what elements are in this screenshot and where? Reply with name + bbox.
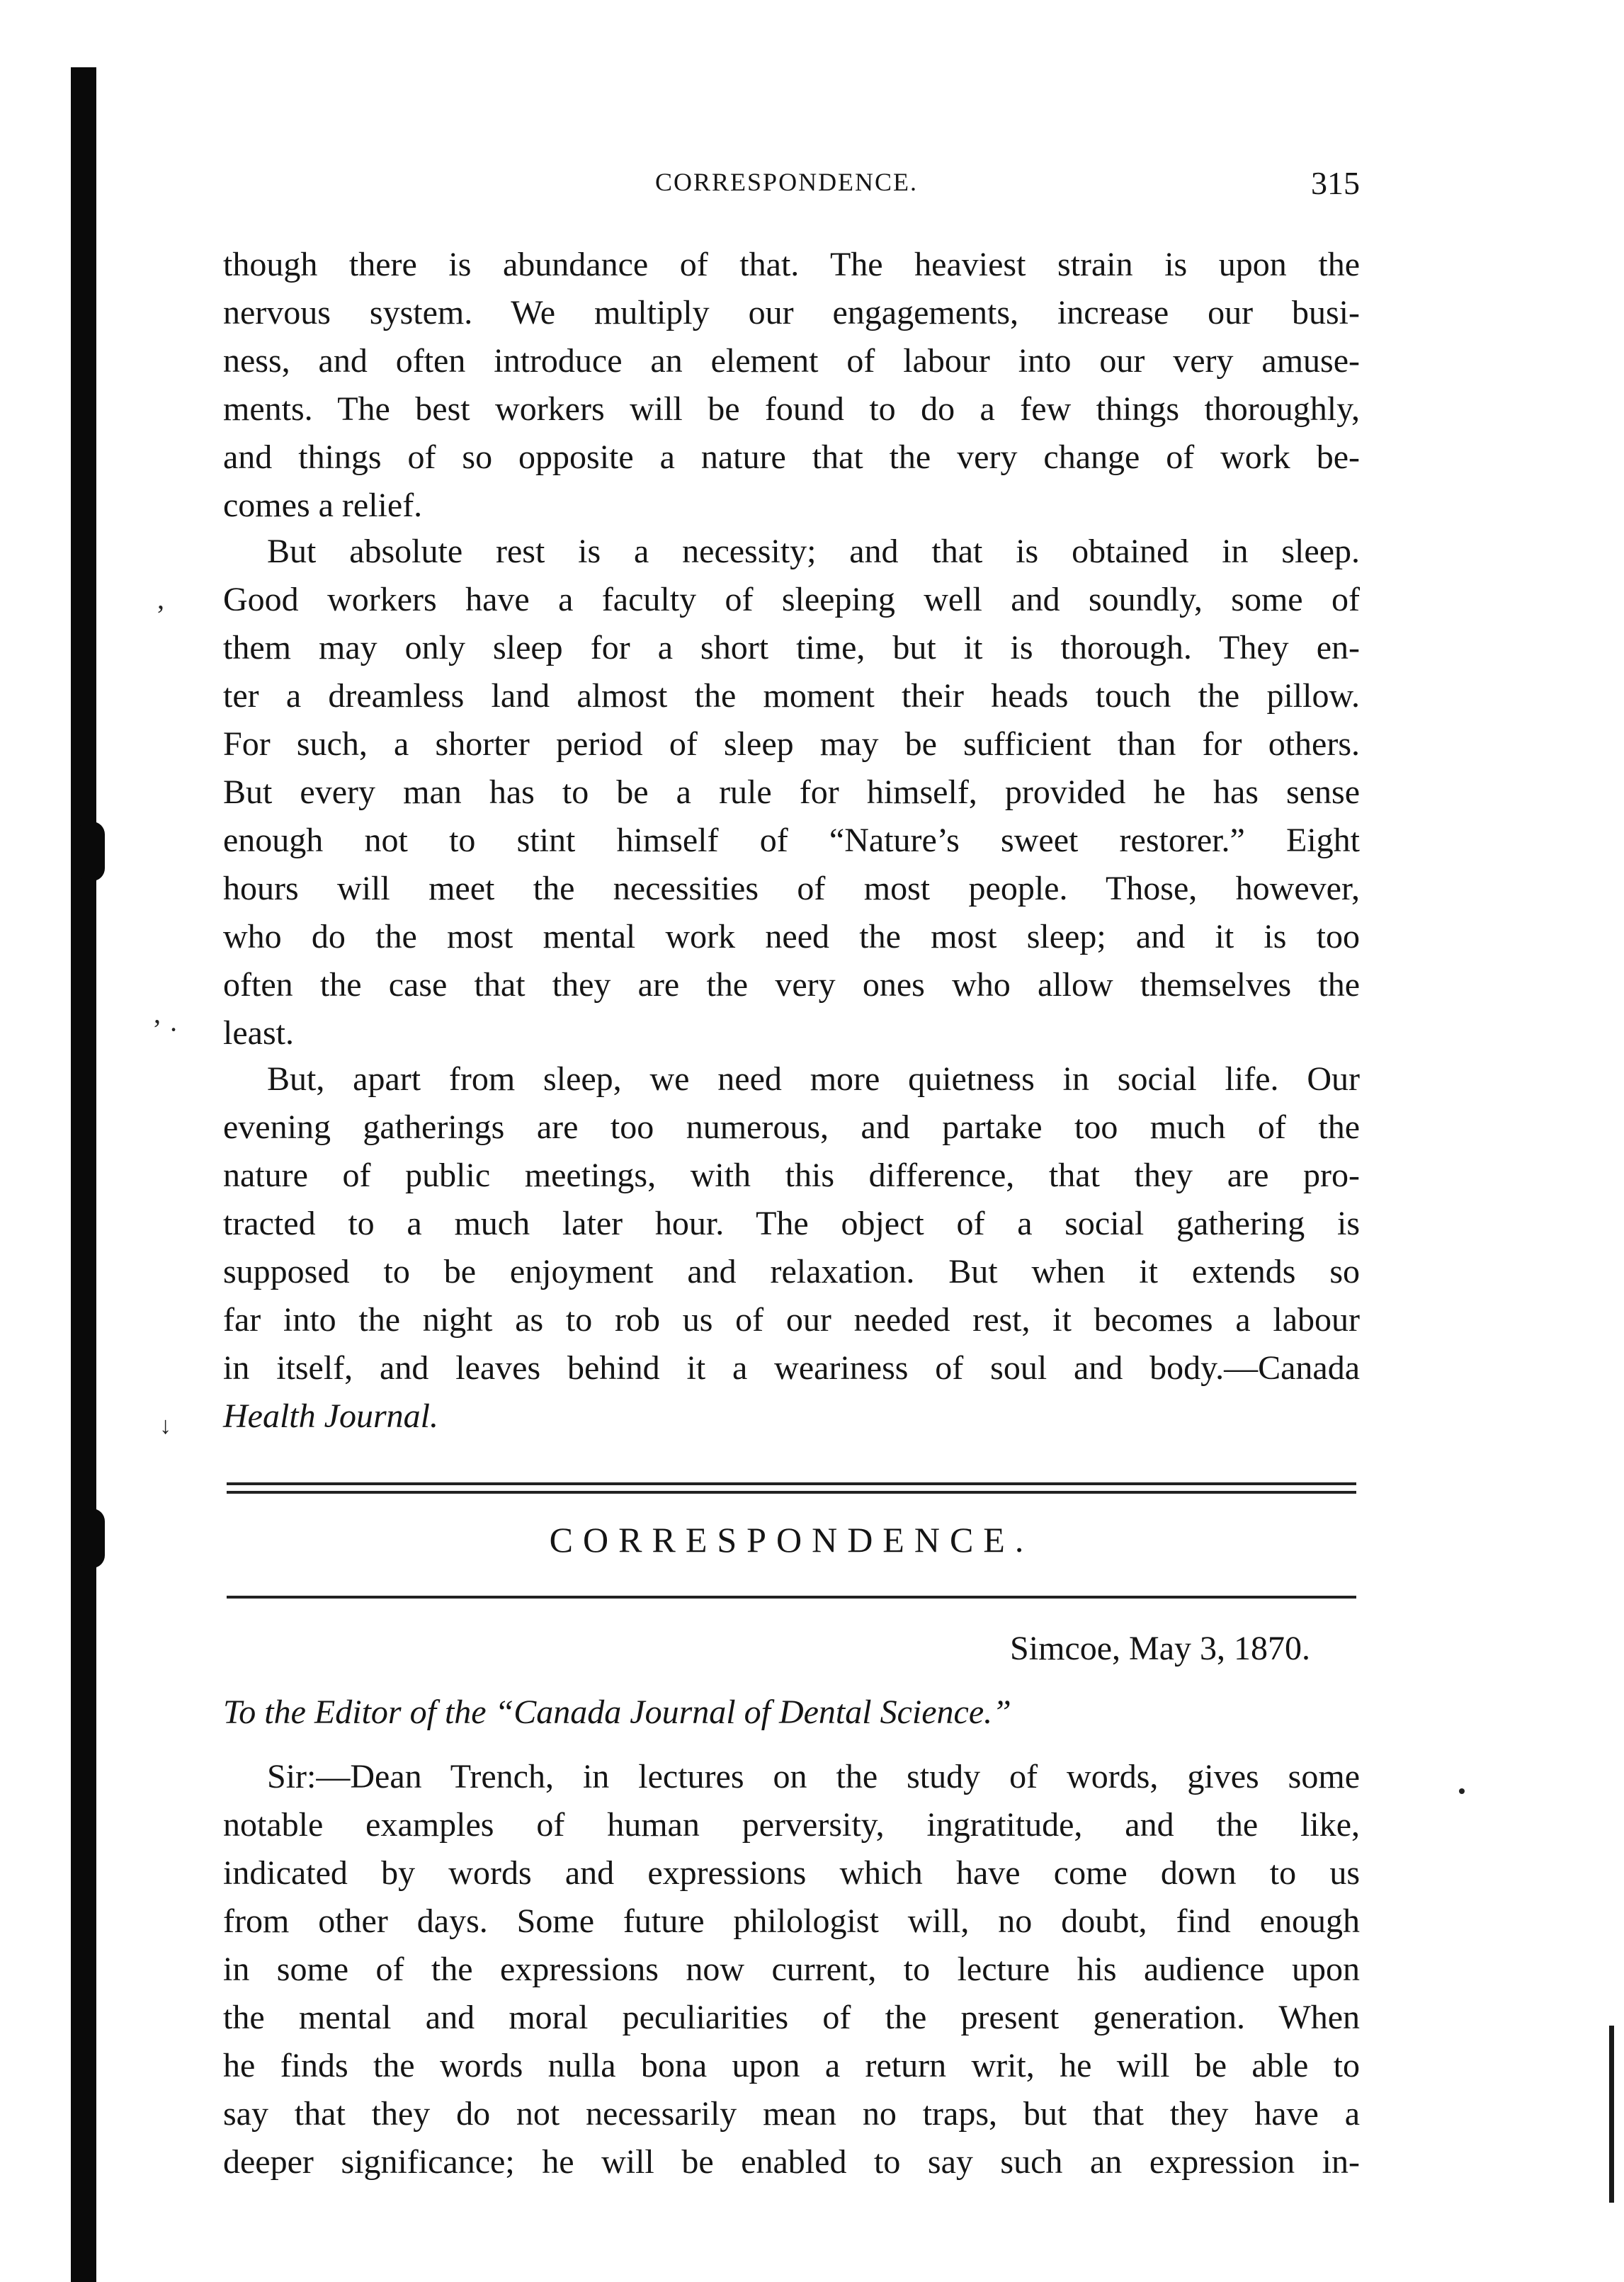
text-line: he finds the words nulla bona upon a return writ, he will be able to	[223, 2047, 1360, 2084]
text-line: But, apart from sleep, we need more quietness in social life. Our	[267, 1060, 1360, 1098]
letter-salutation: To the Editor of the “Canada Journal of Dental Science.”	[223, 1693, 1011, 1731]
letter-body	[223, 1753, 1360, 2186]
text-line: For such, a shorter period of sleep may be sufficient than for others.	[223, 725, 1360, 763]
binding-knob	[76, 1509, 105, 1568]
text-line: enough not to stint himself of “Nature’s sweet restorer.” Eight	[223, 822, 1360, 859]
text-line: notable examples of human perversity, ingratitude, and the like,	[223, 1806, 1360, 1844]
text-line: ments. The best workers will be found to do a few things thoroughly,	[223, 390, 1360, 428]
text-line: the mental and moral peculiarities of the present generation. When	[223, 1999, 1360, 2036]
text-line: them may only sleep for a short time, but it is thorough. They en-	[223, 629, 1360, 666]
text-line: But absolute rest is a necessity; and that is obtained in sleep.	[267, 533, 1360, 570]
text-line: supposed to be enjoyment and relaxation. But when it extends so	[223, 1253, 1360, 1290]
text-line: evening gatherings are too numerous, and partake too much of the	[223, 1108, 1360, 1146]
letter-dateline: Simcoe, May 3, 1870.	[1010, 1630, 1310, 1667]
text-line: say that they do not necessarily mean no traps, but that they have a	[223, 2095, 1360, 2133]
text-line: often the case that they are the very ones who allow themselves the	[223, 966, 1360, 1004]
text-line: Good workers have a faculty of sleeping well and soundly, some of	[223, 581, 1360, 618]
heading-rule	[227, 1596, 1356, 1599]
text-line: ness, and often introduce an element of labour into our very amuse-	[223, 342, 1360, 380]
text-line: nature of public meetings, with this difference, that they are pro-	[223, 1157, 1360, 1194]
section-divider	[227, 1491, 1356, 1494]
section-divider	[227, 1482, 1356, 1485]
text-line: from other days. Some future philologist will, no doubt, find enough	[223, 1902, 1360, 1940]
text-line: tracted to a much later hour. The object of a social gathering is	[223, 1205, 1360, 1242]
margin-mark: ↓	[159, 1413, 171, 1439]
text-line: in itself, and leaves behind it a weariness of soul and body.—Canada	[223, 1349, 1360, 1387]
text-line: deeper significance; he will be enabled to say such an expression in-	[223, 2143, 1360, 2181]
text-line: But every man has to be a rule for himself, provided he has sense	[223, 773, 1360, 811]
running-header	[223, 164, 1360, 207]
margin-mark: ʼ	[156, 599, 166, 631]
text-line: Sir:—Dean Trench, in lectures on the study of words, gives some	[267, 1758, 1360, 1795]
page-edge-mark	[1609, 2026, 1614, 2203]
binding-edge	[71, 67, 96, 2282]
margin-mark: ʼ ·	[152, 1014, 178, 1045]
text-line: least.	[223, 1014, 294, 1052]
paragraph	[223, 528, 1360, 1057]
binding-knob	[76, 822, 105, 881]
ink-speck	[1459, 1788, 1465, 1794]
paragraph	[223, 241, 1360, 530]
text-line: who do the most mental work need the most sleep; and it is too	[223, 918, 1360, 955]
text-line: comes a relief.	[223, 487, 423, 524]
running-title: CORRESPONDENCE.	[655, 168, 919, 196]
text-line: nervous system. We multiply our engagements, increase our busi-	[223, 294, 1360, 331]
text-line: in some of the expressions now current, to lecture his audience upon	[223, 1951, 1360, 1988]
text-line: and things of so opposite a nature that the very change of work be-	[223, 438, 1360, 476]
source-citation: Health Journal.	[223, 1397, 438, 1435]
paragraph	[223, 1055, 1360, 1441]
text-line: far into the night as to rob us of our needed rest, it becomes a labour	[223, 1301, 1360, 1339]
page-number: 315	[1311, 165, 1360, 201]
text-line: ter a dreamless land almost the moment their heads touch the pillow.	[223, 677, 1360, 715]
text-line: though there is abundance of that. The heaviest strain is upon the	[223, 246, 1360, 283]
text-line: indicated by words and expressions which have come down to us	[223, 1854, 1360, 1892]
section-heading: CORRESPONDENCE.	[549, 1520, 1034, 1560]
text-line: hours will meet the necessities of most people. Those, however,	[223, 870, 1360, 907]
